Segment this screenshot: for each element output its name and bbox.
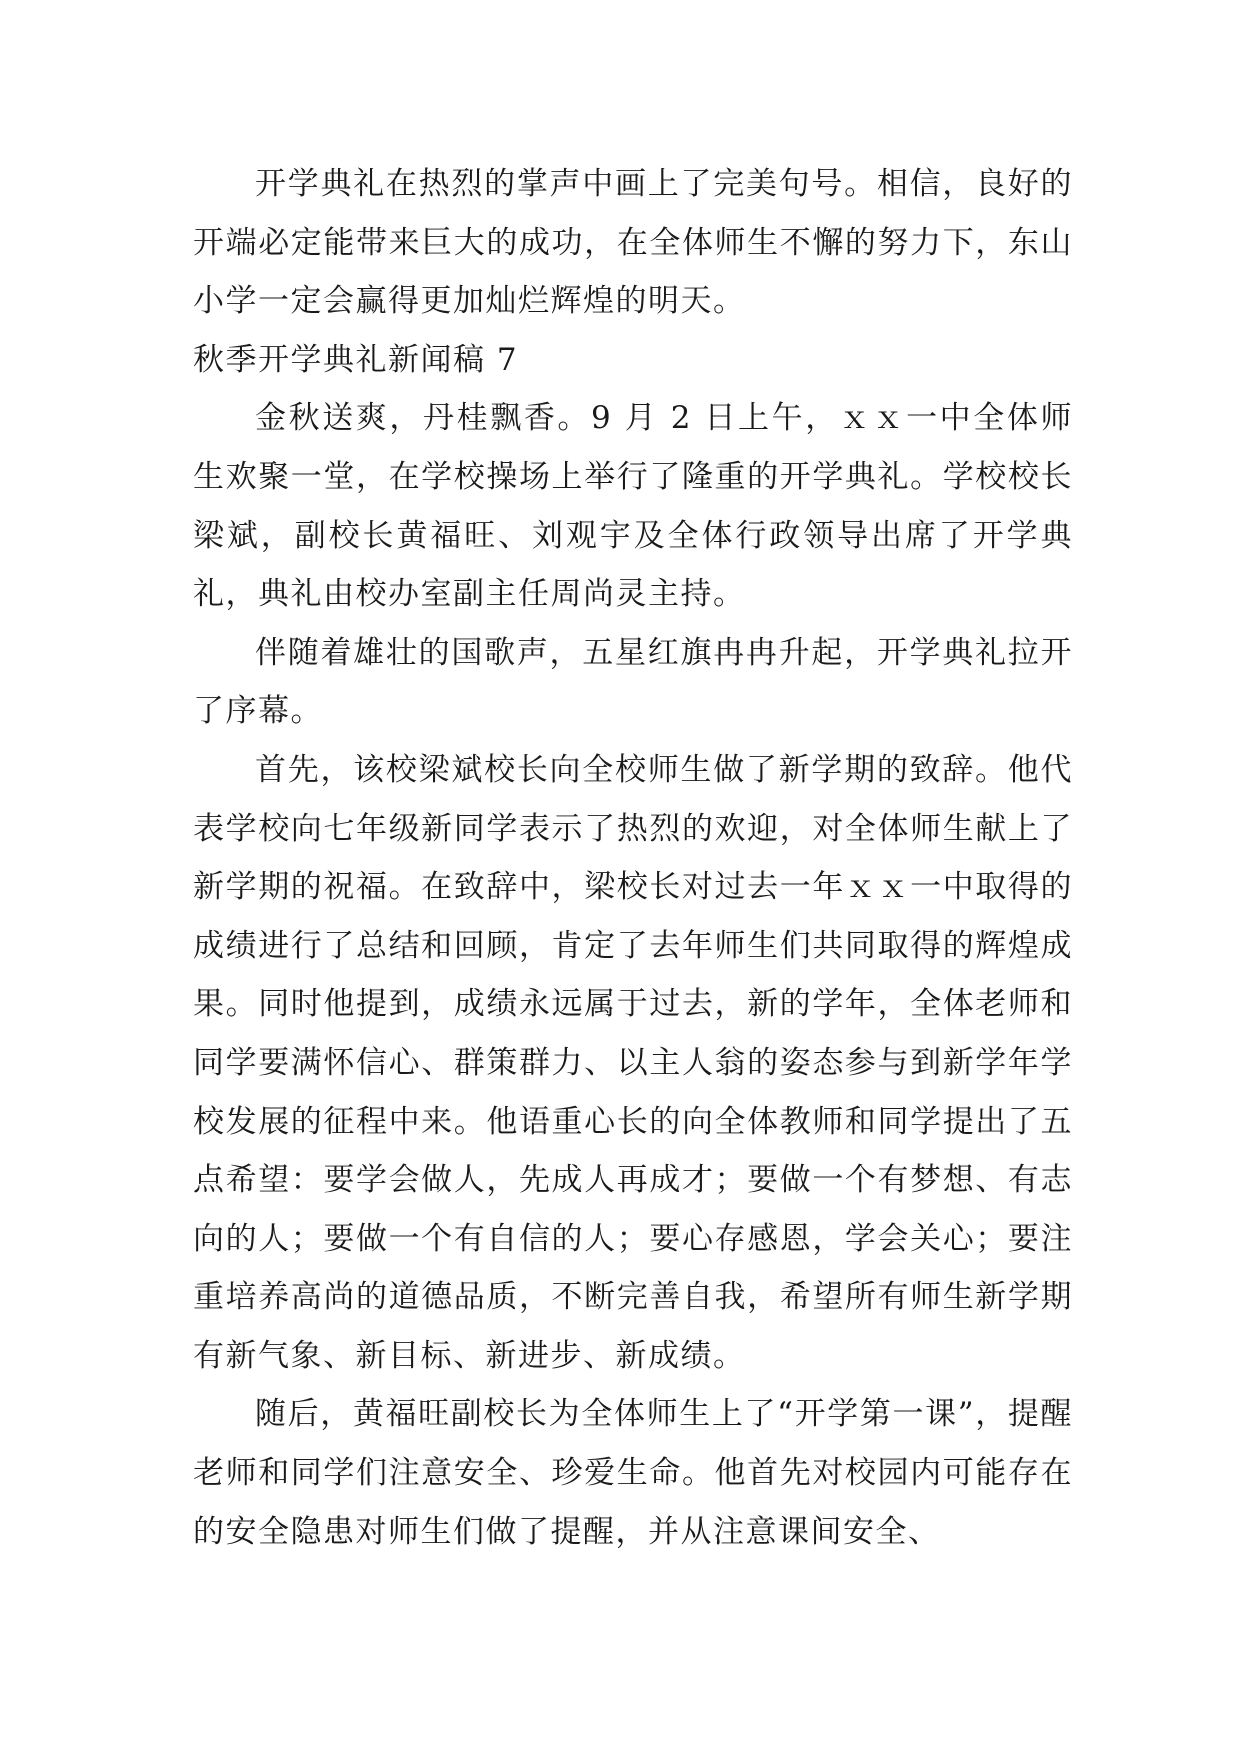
document-body [193, 155, 1073, 1561]
paragraph: 开学典礼在热烈的掌声中画上了完美句号。相信，良好的开端必定能带来巨大的成功，在全体师生不懈的努力下，东山小学一定会赢得更加灿烂辉煌的明天。 [193, 166, 1073, 320]
paragraph: 伴随着雄壮的国歌声，五星红旗冉冉升起，开学典礼拉开了序幕。 [193, 634, 1073, 730]
paragraph: 随后，黄福旺副校长为全体师生上了“开学第一课”，提醒老师和同学们注意安全、珍爱生命。他首先对校园内可能存在的安全隐患对师生们做了提醒，并从注意课间安全、 [193, 1396, 1073, 1550]
section-heading: 秋季开学典礼新闻稿 7 [193, 341, 519, 378]
paragraph: 首先，该校梁斌校长向全校师生做了新学期的致辞。他代表学校向七年级新同学表示了热烈的欢迎，对全体师生献上了新学期的祝福。在致辞中，梁校长对过去一年ｘｘ一中取得的成绩进行了总结和回顾，肯定了去年师生们共同取得的辉煌成果。同时他提到，成绩永远属于过去，新的学年，全体老师和同学要满怀信心、群策群力、以主人翁的姿态参与到新学年学校发展的征程中来。他语重心长的向全体教师和同学提出了五点希望：要学会做人，先成人再成才；要做一个有梦想、有志向的人；要做一个有自信的人；要心存感恩，学会关心；要注重培养高尚的道德品质，不断完善自我，希望所有师生新学期有新气象、新目标、新进步、新成绩。 [193, 751, 1073, 1374]
paragraph: 金秋送爽，丹桂飘香。9 月 2 日上午，ｘｘ一中全体师生欢聚一堂，在学校操场上举行了隆重的开学典礼。学校校长梁斌，副校长黄福旺、刘观宇及全体行政领导出席了开学典礼，典礼由校办室副主任周尚灵主持。 [193, 400, 1073, 613]
